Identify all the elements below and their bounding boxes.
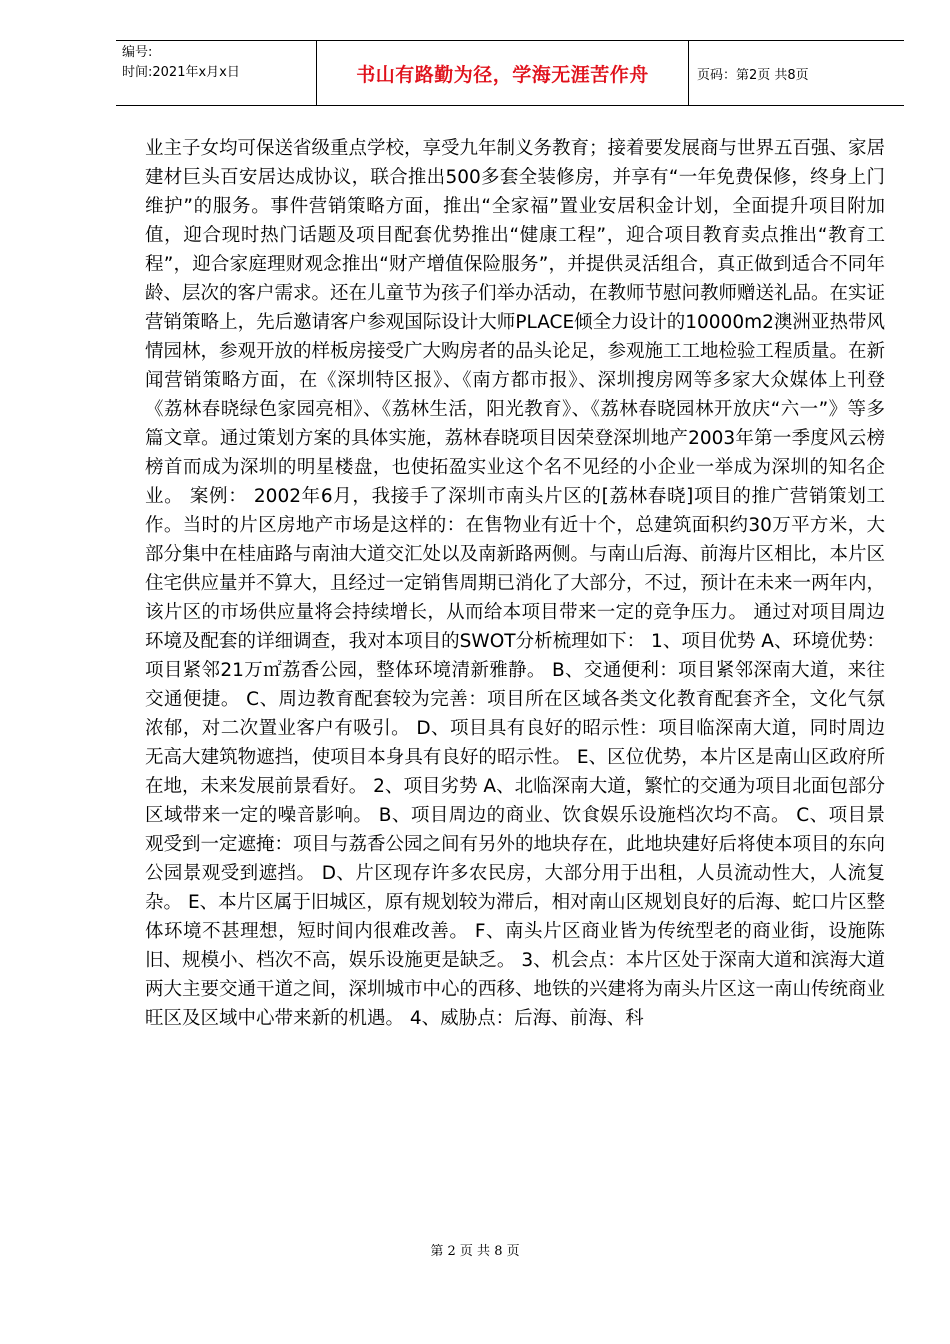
- header-motto: 书山有路勤为径，学海无涯苦作舟: [316, 41, 689, 105]
- header-page-info: 页码：第2页 共8页: [697, 67, 809, 83]
- document-body: [145, 134, 885, 1033]
- body-paragraph: 业主子女均可保送省级重点学校，享受九年制义务教育；接着要发展商与世界五百强、家居建材巨头百安居达成协议，联合推出500多套全装修房，并享有“一年免费保修，终身上门维护”的服务。事件营销策略方面，推出“全家福”置业安居积金计划，全面提升项目附加值，迎合现时热门话题及项目配套优势推出“健康工程”，迎合项目教育卖点推出“教育工程”，迎合家庭理财观念推出“财产增值保险服务”，并提供灵活组合，真正做到适合不同年龄、层次的客户需求。还在儿童节为孩子们举办活动，在教师节慰问教师赠送礼品。在实证营销策略上，先后邀请客户参观国际设计大师PLACE倾全力设计的10000m2澳洲亚热带风情园林，参观开放的样板房接受广大购房者的品头论足，参观施工工地检验工程质量。在新闻营销策略方面，在《深圳特区报》、《南方都市报》、深圳搜房网等多家大众媒体上刊登《荔林春晓绿色家园亮相》、《荔林生活，阳光教育》、《荔林春晓园林开放庆“六一”》等多篇文章。通过策划方案的具体实施，荔林春晓项目因荣登深圳地产2003年第一季度风云榜榜首而成为深圳的明星楼盘，也使拓盈实业这个名不见经的小企业一举成为深圳的知名企业。 案例： 2002年6月，我接手了深圳市南头片区的[荔林春晓]项目的推广营销策划工作。当时的片区房地产市场是这样的：在售物业有近十个，总建筑面积约30万平方米，大部分集中在桂庙路与南油大道交汇处以及南新路两侧。与南山后海、前海片区相比，本片区住宅供应量并不算大，且经过一定销售周期已消化了大部分，不过，预计在未来一两年内，该片区的市场供应量将会持续增长，从而给本项目带来一定的竞争压力。 通过对项目周边环境及配套的详细调查，我对本项目的SWOT分析梳理如下： 1、项目优势 A、环境优势：项目紧邻21万㎡荔香公园，整体环境清新雅静。 B、交通便利：项目紧邻深南大道，来往交通便捷。 C、周边教育配套较为完善：项目所在区域各类文化教育配套齐全，文化气氛浓郁，对二次置业客户有吸引。 D、项目具有良好的昭示性：项目临深南大道，同时周边无高大建筑物遮挡，使项目本身具有良好的昭示性。 E、区位优势，本片区是南山区政府所在地，未来发展前景看好。 2、项目劣势 A、北临深南大道，繁忙的交通为项目北面包部分区域带来一定的噪音影响。 B、项目周边的商业、饮食娱乐设施档次均不高。 C、项目景观受到一定遮掩：项目与荔香公园之间有另外的地块存在，此地块建好后将使本项目的东向公园景观受到遮挡。 D、片区现存许多农民房，大部分用于出租，人员流动性大，人流复杂。 E、本片区属于旧城区，原有规划较为滞后，相对南山区规划良好的后海、蛇口片区整体环境不甚理想，短时间内很难改善。 F、南头片区商业皆为传统型老的商业街，设施陈旧、规模小、档次不高，娱乐设施更是缺乏。 3、机会点：本片区处于深南大道和滨海大道两大主要交通干道之间，深圳城市中心的西移、地铁的兴建将为南头片区这一南山传统商业旺区及区域中心带来新的机遇。 4、威胁点：后海、前海、科: [145, 138, 886, 1029]
- document-number-label: 编号:: [122, 45, 153, 60]
- document-time-label: 时间:2021年x月x日: [122, 65, 240, 80]
- page-header: [116, 40, 904, 106]
- header-meta: [116, 41, 316, 105]
- page-footer: 第 2 页 共 8 页: [430, 1244, 520, 1259]
